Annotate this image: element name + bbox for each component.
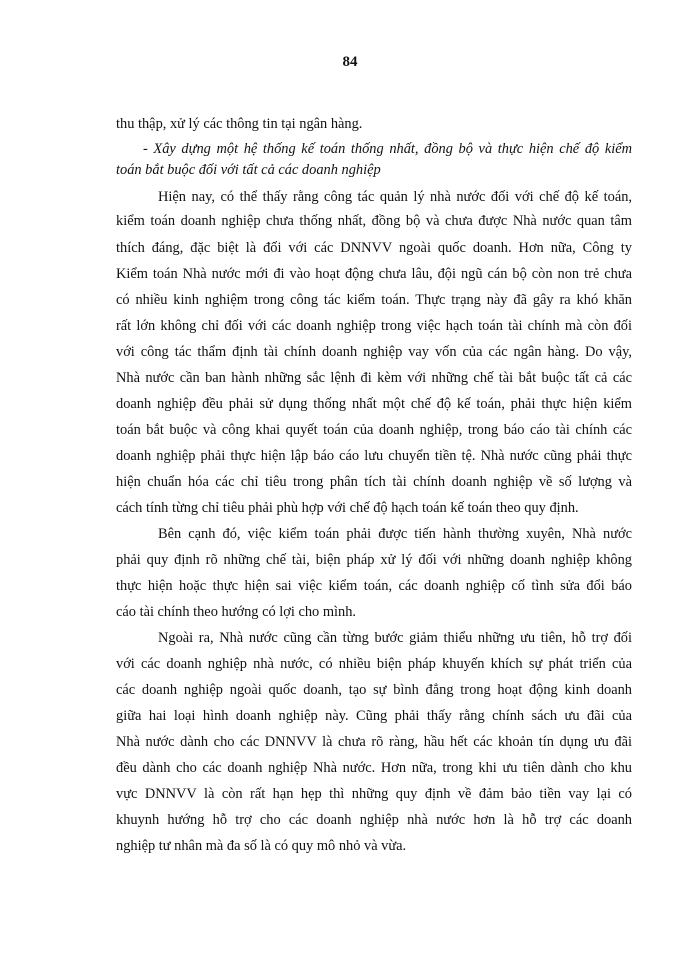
paragraph-line: giữa hai loại hình doanh nghiệp này. Cũng phải thấy rằng chính sách ưu đãi của: [116, 708, 632, 724]
paragraph-line: với công tác thẩm định tài chính doanh nghiệp vay vốn của các ngân hàng. Do vậy,: [116, 344, 632, 360]
section-heading-line-1: - Xây dựng một hệ thống kế toán thống nhất, đồng bộ và thực hiện chế độ kiểm: [143, 141, 632, 157]
paragraph-line: Ngoài ra, Nhà nước cũng cần từng bước giảm thiểu những ưu tiên, hỗ trợ đối: [158, 630, 632, 646]
paragraph-line: toán bắt buộc và công khai quyết toán của doanh nghiệp, trong báo cáo tài chính các: [116, 422, 632, 438]
opening-line: thu thập, xử lý các thông tin tại ngân hàng.: [116, 116, 363, 132]
paragraph-line: rất lớn không chỉ đối với các doanh nghiệp trong việc hạch toán tài chính mà còn đối: [116, 318, 632, 334]
paragraph-line: khuynh hướng hỗ trợ cho các doanh nghiệp nhà nước hơn là hỗ trợ các doanh: [116, 812, 632, 828]
paragraph-line: cáo tài chính theo hướng có lợi cho mình.: [116, 604, 357, 620]
paragraph-line: Nhà nước dành cho các DNNVV là chưa rõ ràng, hầu hết các khoản tín dụng ưu đãi: [116, 734, 632, 750]
paragraph-line: Nhà nước cần ban hành những sắc lệnh đi kèm với những chế tài bắt buộc tất cả các: [116, 370, 632, 386]
paragraph-line: doanh nghiệp đều phải sử dụng thống nhất một chế độ kế toán, phải thực hiện kiểm: [116, 396, 632, 412]
paragraph-line: cách tính từng chỉ tiêu phải phù hợp với chế độ hạch toán kế toán theo quy định.: [116, 500, 579, 516]
paragraph-line: có nhiều kinh nghiệm trong công tác kiểm toán. Thực trạng này đã gây ra khó khăn: [116, 292, 632, 308]
paragraph-line: thích đáng, đặc biệt là đối với các DNNVV ngoài quốc doanh. Hơn nữa, Công ty: [116, 240, 632, 256]
paragraph-line: kiểm toán doanh nghiệp chưa thống nhất, đồng bộ và chưa được Nhà nước quan tâm: [116, 213, 632, 229]
paragraph-line: hiện chuẩn hóa các chỉ tiêu trong phân tích tài chính doanh nghiệp về số lượng và: [116, 474, 632, 490]
paragraph-line: phải quy định rõ những chế tài, biện pháp xử lý đối với những doanh nghiệp không: [116, 552, 632, 568]
paragraph-line: doanh nghiệp phải thực hiện lập báo cáo lưu chuyển tiền tệ. Nhà nước cũng phải thực: [116, 448, 632, 464]
page-number: 84: [342, 54, 358, 70]
paragraph-line: Hiện nay, có thể thấy rằng công tác quản lý nhà nước đối với chế độ kế toán,: [158, 189, 632, 205]
paragraph-line: vực DNNVV là còn rất hạn hẹp thì những quy định về đảm bảo tiền vay lại có: [116, 786, 632, 802]
paragraph-line: các doanh nghiệp ngoài quốc doanh, tạo sự bình đẳng trong hoạt động kinh doanh: [116, 682, 632, 698]
section-heading-line-2: toán bắt buộc đối với tất cả các doanh nghiệp: [116, 162, 381, 178]
paragraph-line: Kiểm toán Nhà nước mới đi vào hoạt động chưa lâu, đội ngũ cán bộ còn non trẻ chưa: [116, 266, 632, 282]
paragraph-line: Bên cạnh đó, việc kiểm toán phải được tiến hành thường xuyên, Nhà nước: [158, 526, 632, 542]
paragraph-line: thực hiện hoặc thực hiện sai việc kiểm toán, các doanh nghiệp cố tình sửa đổi báo: [116, 578, 632, 594]
paragraph-line: nghiệp tư nhân mà đa số là có quy mô nhỏ và vừa.: [116, 838, 407, 854]
paragraph-line: đều dành cho các doanh nghiệp Nhà nước. Hơn nữa, trong khi ưu tiên dành cho khu: [116, 760, 632, 776]
paragraph-line: với các doanh nghiệp nhà nước, có nhiều biện pháp khuyến khích sự phát triển của: [116, 656, 632, 672]
